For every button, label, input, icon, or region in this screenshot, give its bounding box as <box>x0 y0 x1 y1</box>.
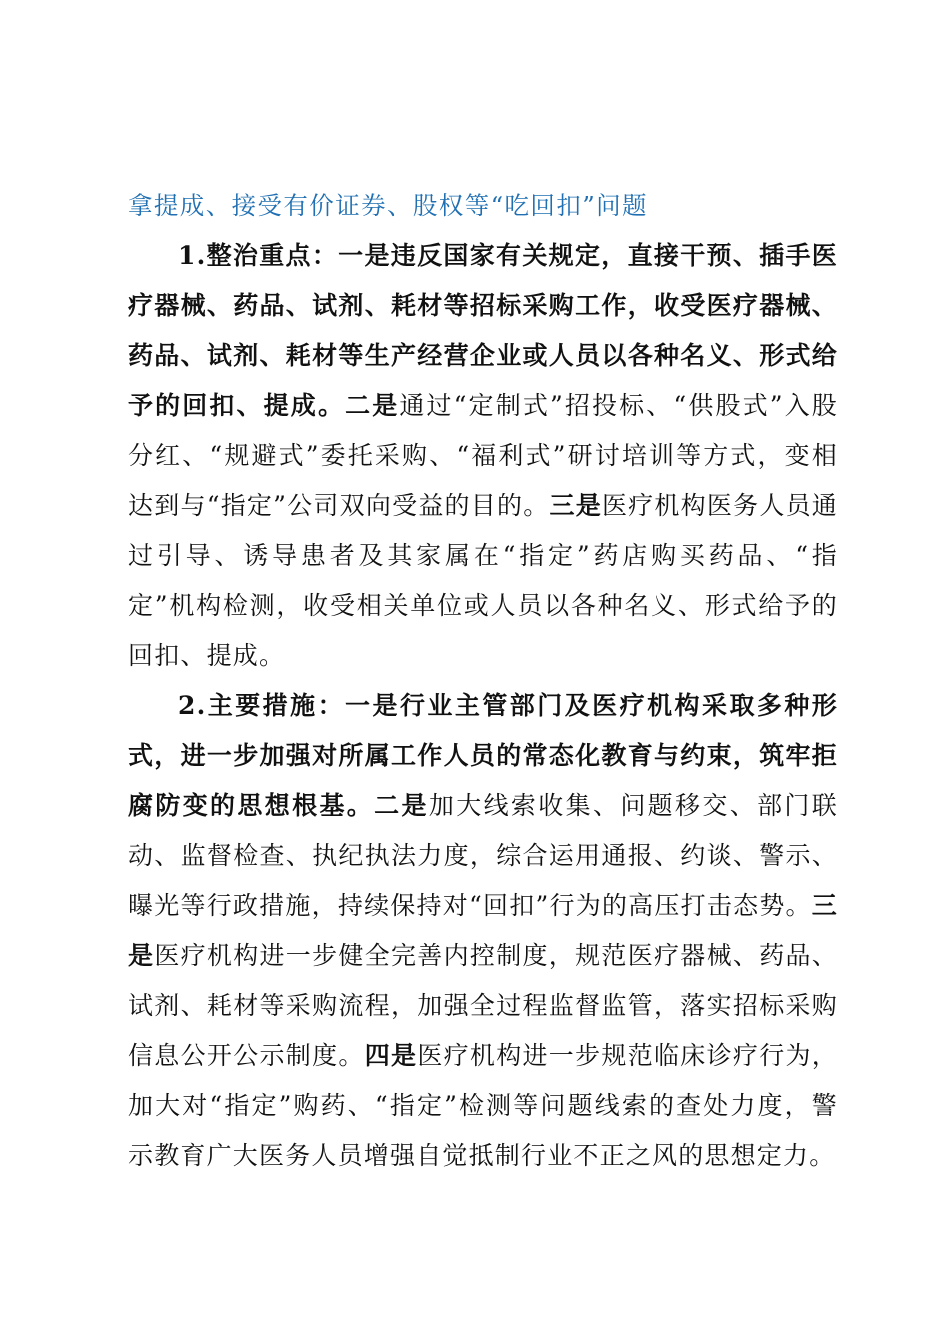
item-marker: 三是 <box>128 891 838 970</box>
paragraph-title: 2.主要措施： <box>178 691 346 720</box>
item-marker: 一是 <box>345 691 400 720</box>
item-bold-text: 行业主管部门及医疗机构采取多种形式，进一步加强对所属工作人员的常态化教育与约束，筑牢拒腐防变的思想根基。 <box>128 691 839 820</box>
item-text: 医疗机构医务人员通过引导、诱导患者及其家属在“指定”药店购买药品、“指定”机构检测，收受相关单位或人员以各种名义、形式给予的回扣、提成。 <box>128 491 838 670</box>
item-text: 加大线索收集、问题移交、部门联动、监督检查、执纪执法力度，综合运用通报、约谈、警示、曝光等行政措施，持续保持对“回扣”行为的高压打击态势。 <box>128 791 838 920</box>
section-heading: 拿提成、接受有价证券、股权等“吃回扣”问题 <box>128 191 648 220</box>
item-marker: 二是 <box>374 791 429 820</box>
item-bold-text: 违反国家有关规定，直接干预、插手医疗器械、药品、试剂、耗材等招标采购工作，收受医疗器械、药品、试剂、耗材等生产经营企业或人员以各种名义、形式给予的回扣、提成。 <box>128 241 838 420</box>
paragraph-title: 1.整治重点： <box>178 241 339 270</box>
document-body <box>128 181 838 1181</box>
item-marker: 三是 <box>549 491 602 520</box>
paragraph-rectification-focus <box>128 231 838 681</box>
item-text: 通过“定制式”招投标、“供股式”入股分红、“规避式”委托采购、“福利式”研讨培训等方式，变相达到与“指定”公司双向受益的目的。 <box>128 391 838 520</box>
item-text: 医疗机构进一步规范临床诊疗行为，加大对“指定”购药、“指定”检测等问题线索的查处力度，警示教育广大医务人员增强自觉抵制行业不正之风的思想定力。 <box>128 1041 839 1170</box>
paragraph-main-measures <box>128 681 838 1181</box>
item-marker: 四是 <box>364 1041 418 1070</box>
item-marker: 二是 <box>345 391 400 420</box>
item-marker: 一是 <box>338 241 391 270</box>
item-text: 医疗机构进一步健全完善内控制度，规范医疗器械、药品、试剂、耗材等采购流程，加强全过程监督监管，落实招标采购信息公开公示制度。 <box>128 941 839 1070</box>
